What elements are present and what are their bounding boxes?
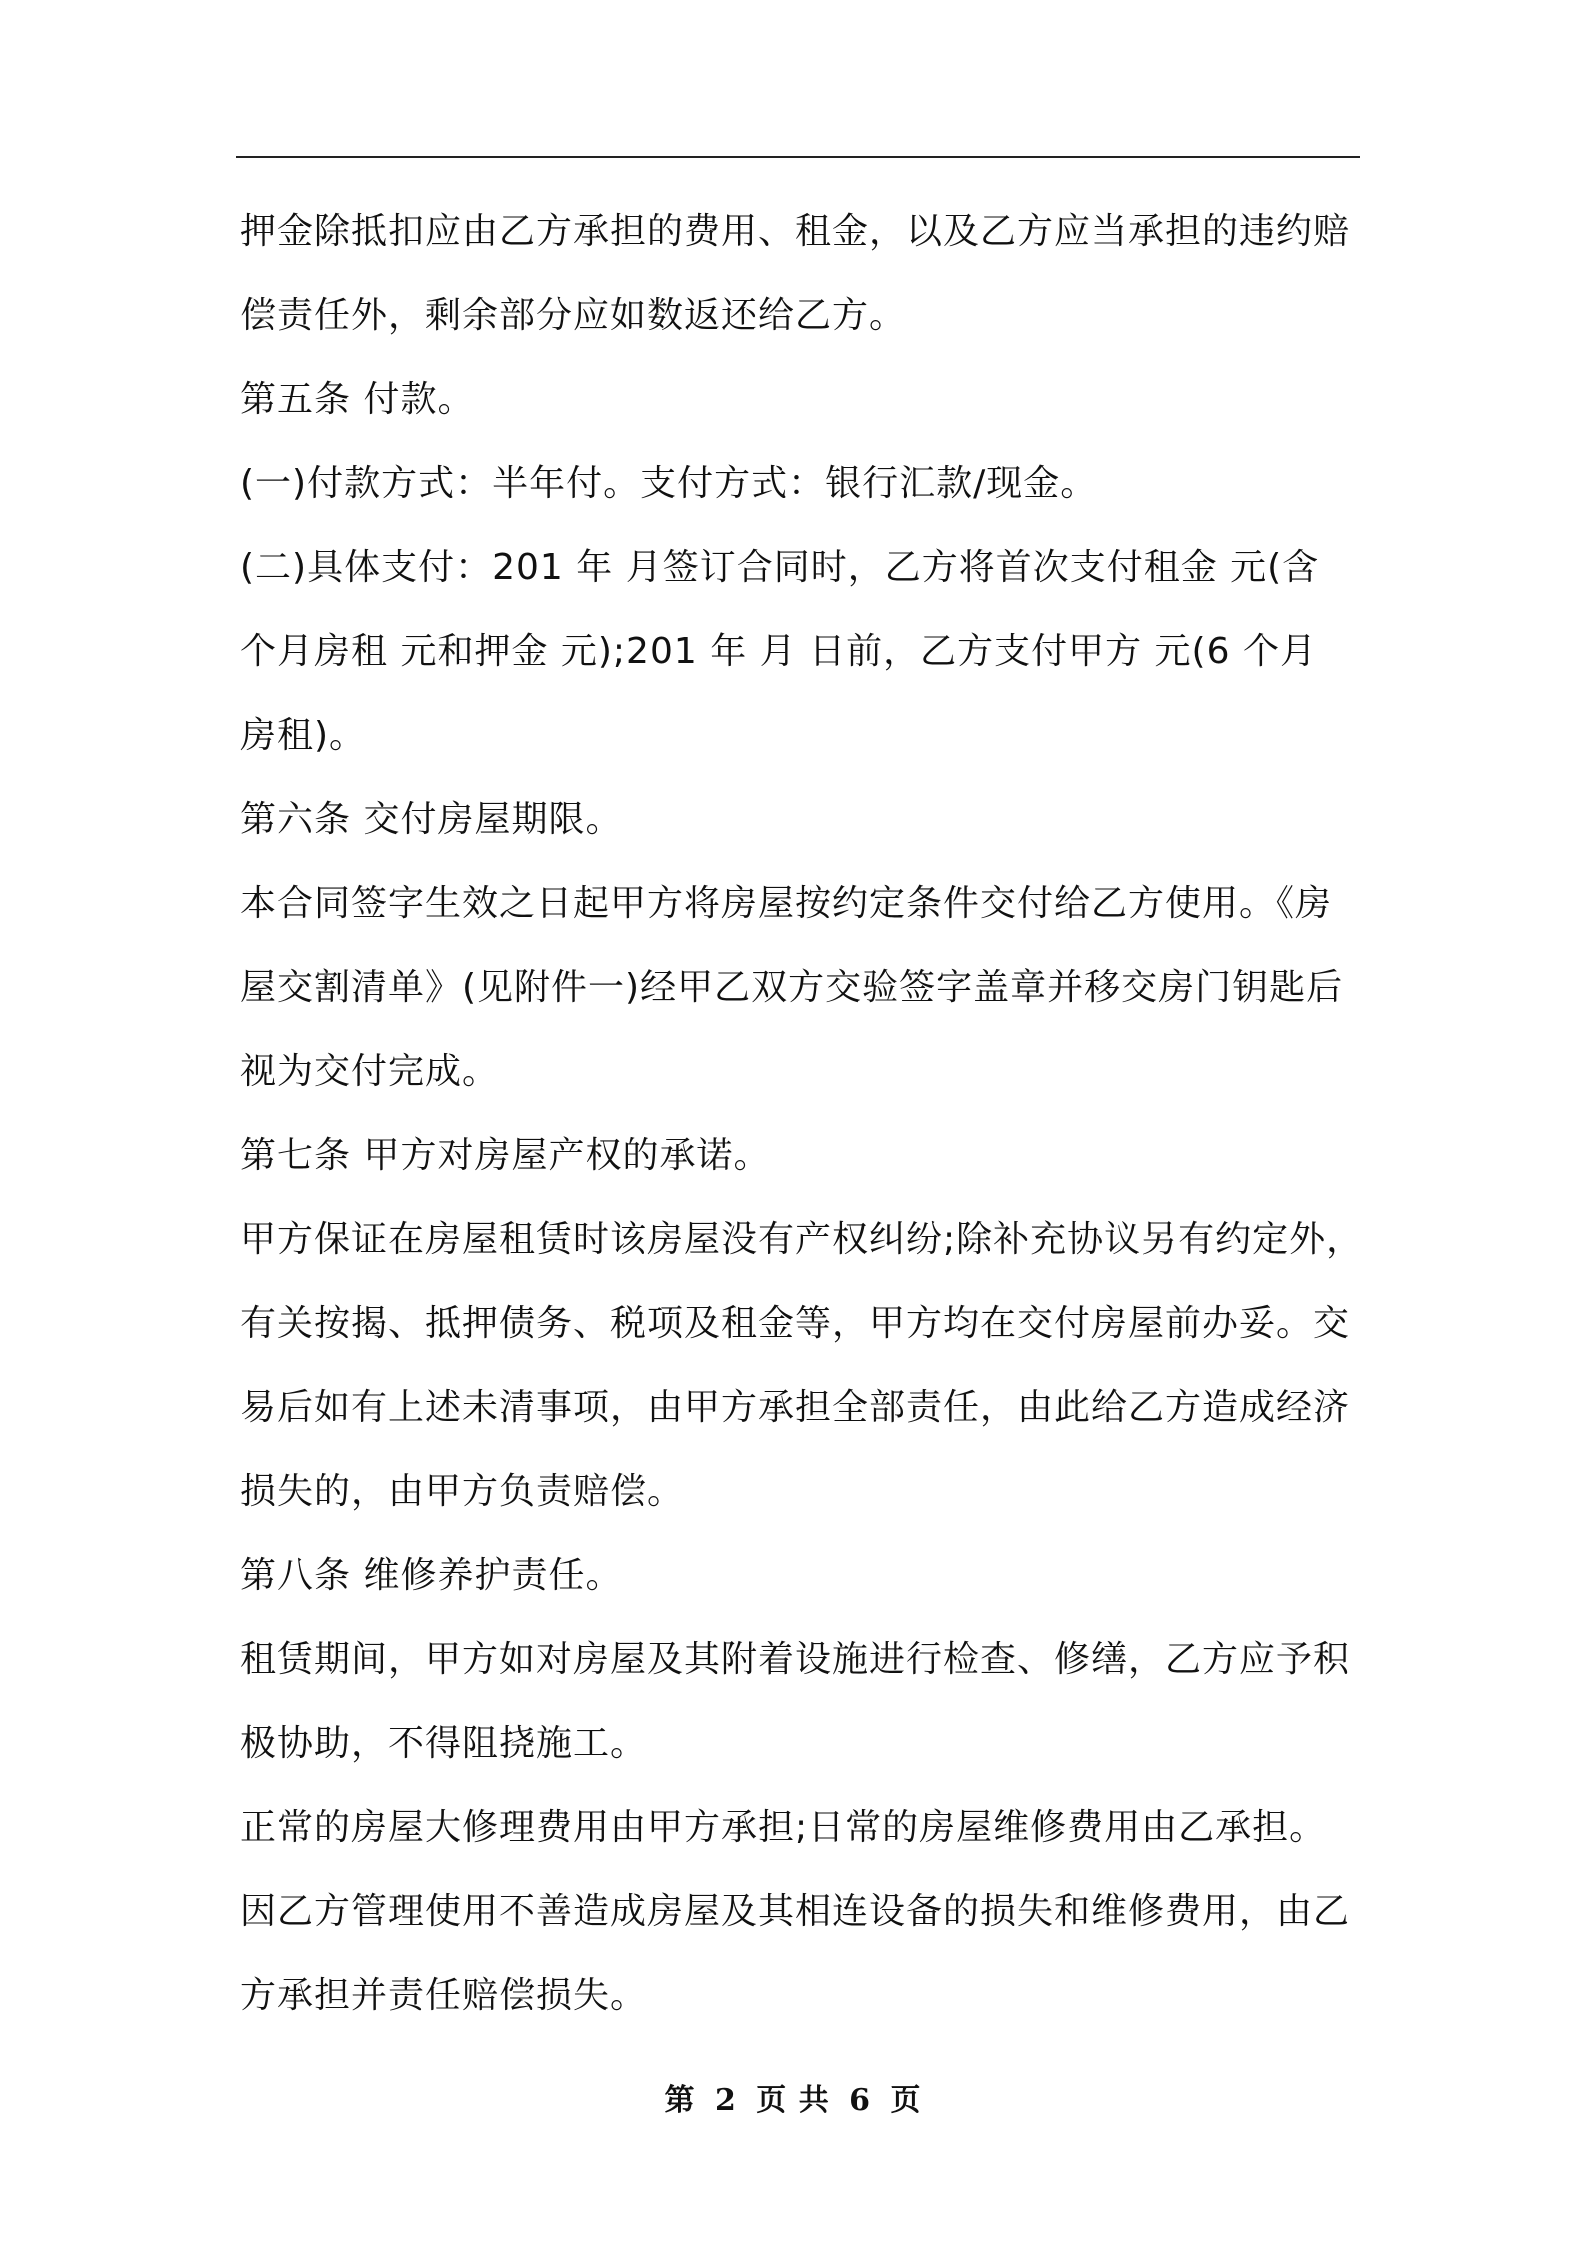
text-line: 偿责任外，剩余部分应如数返还给乙方。	[240, 295, 907, 336]
text-line: 押金除抵扣应由乙方承担的费用、租金，以及乙方应当承担的违约赔	[240, 211, 1351, 252]
text-line: 租赁期间，甲方如对房屋及其附着设施进行检查、修缮，乙方应予积	[240, 1639, 1351, 1680]
article-heading: 第八条 维修养护责任。	[240, 1555, 623, 1596]
text-line: 甲方保证在房屋租赁时该房屋没有产权纠纷;除补充协议另有约定外，	[240, 1219, 1364, 1260]
footer-middle: 页 共	[756, 2083, 830, 2118]
article-heading: 第六条 交付房屋期限。	[240, 799, 623, 840]
article-heading: 第五条 付款。	[240, 379, 475, 420]
text-line: 损失的，由甲方负责赔偿。	[240, 1471, 685, 1512]
contract-body	[240, 190, 1362, 2038]
text-line: 房租)。	[240, 715, 367, 756]
text-line: 易后如有上述未清事项，由甲方承担全部责任，由此给乙方造成经济	[240, 1387, 1351, 1428]
text-line: 正常的房屋大修理费用由甲方承担;日常的房屋维修费用由乙承担。	[240, 1807, 1327, 1848]
text-line: 有关按揭、抵押债务、税项及租金等，甲方均在交付房屋前办妥。交	[240, 1303, 1351, 1344]
footer-prefix: 第	[664, 2083, 696, 2118]
footer-suffix: 页	[890, 2083, 922, 2118]
text-line: 屋交割清单》(见附件一)经甲乙双方交验签字盖章并移交房门钥匙后	[240, 967, 1344, 1008]
text-line: 本合同签字生效之日起甲方将房屋按约定条件交付给乙方使用。《房	[240, 883, 1333, 924]
text-line: 方承担并责任赔偿损失。	[240, 1975, 648, 2016]
text-line: 视为交付完成。	[240, 1051, 500, 1092]
text-line: 因乙方管理使用不善造成房屋及其相连设备的损失和维修费用，由乙	[240, 1891, 1351, 1932]
text-line: (一)付款方式：半年付。支付方式：银行汇款/现金。	[240, 463, 1098, 504]
text-line: (二)具体支付：201 年 月签订合同时，乙方将首次支付租金 元(含	[240, 547, 1320, 588]
text-line: 极协助，不得阻挠施工。	[240, 1723, 648, 1764]
current-page-number: 2	[714, 2083, 737, 2118]
article-heading: 第七条 甲方对房屋产权的承诺。	[240, 1135, 771, 1176]
total-pages-number: 6	[849, 2083, 872, 2118]
page-footer	[0, 2075, 1586, 2119]
header-rule	[236, 156, 1360, 158]
text-line: 个月房租 元和押金 元);201 年 月 日前，乙方支付甲方 元(6 个月	[240, 631, 1317, 672]
